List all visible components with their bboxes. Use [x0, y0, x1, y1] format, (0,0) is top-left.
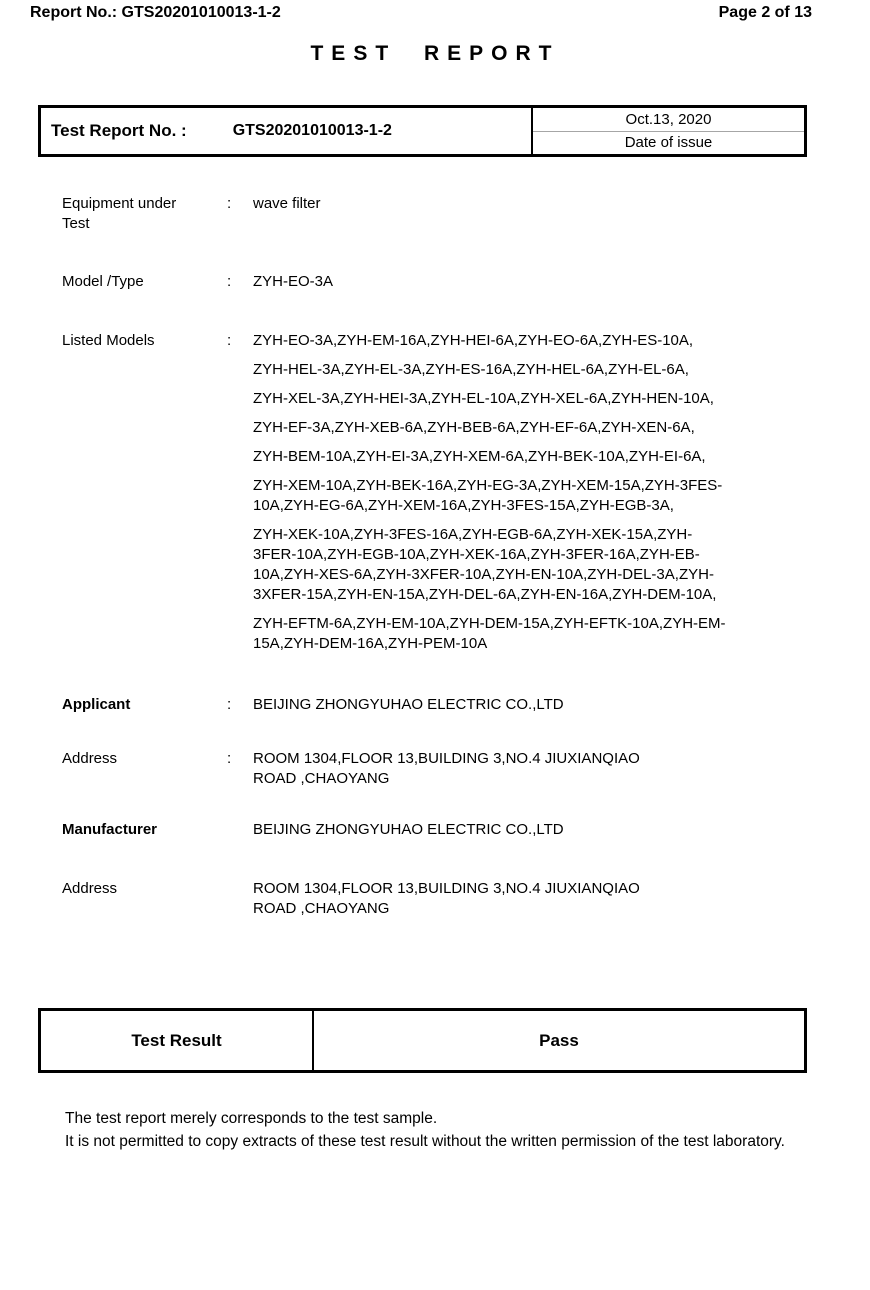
manufacturer-address-label: Address: [62, 880, 118, 897]
applicant-address-value: ROOM 1304,FLOOR 13,BUILDING 3,NO.4 JIUXIANQIAO ROAD ,CHAOYANG: [253, 750, 640, 787]
page-header: [30, 4, 812, 22]
field-row-equipment: [62, 194, 798, 234]
issue-date-value: Oct.13, 2020: [533, 108, 804, 132]
field-row-applicant: [62, 695, 798, 715]
test-result-table: [38, 1008, 807, 1073]
footer-line-2: It is not permitted to copy extracts of these test result without the written permission of the test laboratory.: [65, 1133, 785, 1150]
date-of-issue-cell: [533, 108, 804, 154]
report-number-table: [38, 105, 807, 157]
field-row-listed-models: [62, 331, 798, 663]
field-row-manufacturer-address: [62, 879, 798, 919]
equipment-colon: :: [227, 195, 232, 212]
test-result-value: Pass: [539, 1030, 579, 1050]
report-number-cell: [41, 108, 533, 154]
model-type-colon: :: [227, 273, 232, 290]
applicant-value: BEIJING ZHONGYUHAO ELECTRIC CO.,LTD: [253, 696, 564, 713]
applicant-colon: :: [227, 696, 232, 713]
equipment-value: wave filter: [253, 195, 321, 212]
models-paragraph: ZYH-XEL-3A,ZYH-HEI-3A,ZYH-EL-10A,ZYH-XEL-6A,ZYH-HEN-10A,: [253, 390, 714, 407]
footer-line-1: The test report merely corresponds to the test sample.: [65, 1110, 438, 1127]
models-paragraph: ZYH-EFTM-6A,ZYH-EM-10A,ZYH-DEM-15A,ZYH-EFTK-10A,ZYH-EM- 15A,ZYH-DEM-16A,ZYH-PEM-10A: [253, 615, 726, 652]
models-paragraph: ZYH-HEL-3A,ZYH-EL-3A,ZYH-ES-16A,ZYH-HEL-6A,ZYH-EL-6A,: [253, 361, 689, 378]
listed-models-label: Listed Models: [62, 332, 155, 349]
models-paragraph: ZYH-BEM-10A,ZYH-EI-3A,ZYH-XEM-6A,ZYH-BEK-10A,ZYH-EI-6A,: [253, 448, 706, 465]
model-type-label: Model /Type: [62, 273, 144, 290]
manufacturer-address-value: ROOM 1304,FLOOR 13,BUILDING 3,NO.4 JIUXIANQIAO ROAD ,CHAOYANG: [253, 880, 640, 917]
test-result-label: Test Result: [41, 1011, 314, 1070]
model-type-value: ZYH-EO-3A: [253, 273, 334, 290]
manufacturer-value: BEIJING ZHONGYUHAO ELECTRIC CO.,LTD: [253, 821, 564, 838]
equipment-label: Equipment under Test: [62, 195, 177, 232]
models-paragraph: ZYH-XEK-10A,ZYH-3FES-16A,ZYH-EGB-6A,ZYH-XEK-15A,ZYH- 3FER-10A,ZYH-EGB-10A,ZYH-XEK-16A,ZYH-3FER-16A,ZYH-EB- 10A,ZYH-XES-6A,ZYH-3XFER-10A,ZYH-EN-10A,ZYH-DEL-3A,ZYH- 3XFER-15A,ZYH-EN-15A,ZYH-DEL-6A,ZYH-EN-16A,ZYH-DEM-10A,: [253, 526, 717, 603]
header-page-number: Page 2 of 13: [718, 4, 812, 21]
manufacturer-label: Manufacturer: [62, 821, 158, 838]
footer-disclaimer: [65, 1107, 831, 1153]
report-number-label: Test Report No. :: [51, 121, 187, 140]
applicant-address-label: Address: [62, 750, 118, 767]
applicant-address-colon: :: [227, 750, 232, 767]
models-paragraph: ZYH-XEM-10A,ZYH-BEK-16A,ZYH-EG-3A,ZYH-XEM-15A,ZYH-3FES- 10A,ZYH-EG-6A,ZYH-XEM-16A,ZYH-3FES-15A,ZYH-EGB-3A,: [253, 477, 723, 514]
issue-date-label: Date of issue: [624, 134, 713, 152]
field-row-manufacturer: [62, 820, 798, 840]
report-number-value: GTS20201010013-1-2: [232, 122, 392, 139]
listed-models-value: [253, 331, 798, 663]
document-title: TEST REPORT: [310, 42, 560, 65]
listed-models-colon: :: [227, 332, 232, 349]
field-row-applicant-address: [62, 749, 798, 789]
applicant-label: Applicant: [62, 696, 131, 713]
field-row-model-type: [62, 272, 798, 292]
models-paragraph: ZYH-EO-3A,ZYH-EM-16A,ZYH-HEI-6A,ZYH-EO-6A,ZYH-ES-10A,: [253, 332, 694, 349]
header-report-no: Report No.: GTS20201010013-1-2: [30, 4, 281, 21]
models-paragraph: ZYH-EF-3A,ZYH-XEB-6A,ZYH-BEB-6A,ZYH-EF-6A,ZYH-XEN-6A,: [253, 419, 695, 436]
